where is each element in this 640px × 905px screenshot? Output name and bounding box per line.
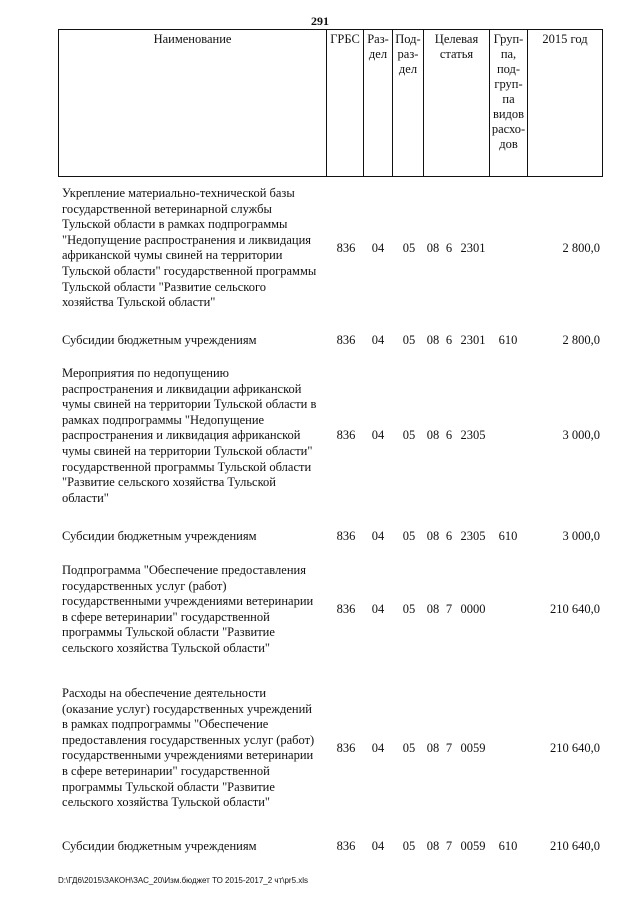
target-article-direction: 2305	[460, 428, 486, 443]
target-article-direction: 0000	[460, 602, 486, 616]
grbs-code: 836	[336, 602, 356, 616]
row-name	[62, 529, 334, 545]
razdel-code: 04	[371, 428, 385, 443]
row-name-line: Укрепление материально-технической базы	[62, 186, 295, 200]
row-name-line: Субсидии бюджетным учреждениям	[62, 333, 257, 347]
expense-type-code: 610	[498, 529, 518, 543]
row-name-line: (оказание услуг) государственных учреждений	[62, 701, 312, 716]
target-article-subprogram: 7	[445, 839, 453, 853]
row-name-line: в рамках подпрограммы "Обеспечение	[62, 717, 269, 732]
razdel-code: 04	[371, 240, 385, 255]
row-name-line: распространения и ликвидация африканской	[62, 428, 301, 443]
row-name-line: Тульской области" государственной программы	[62, 263, 317, 278]
grbs-code: 836	[336, 428, 356, 443]
amount-2015: 210 640,0	[550, 740, 600, 755]
row-name-line: программы Тульской области "Развитие	[62, 625, 275, 640]
target-article-subprogram: 7	[445, 740, 453, 755]
podrazdel-code: 05	[402, 529, 416, 543]
amount-2015: 3 000,0	[562, 428, 600, 443]
file-path-footer: D:\ГД6\2015\ЗАКОН\ЗАС_20\Изм.бюджет ТО 2015-2017_2 чт\pr5.xls	[58, 876, 309, 885]
table-row	[0, 563, 640, 657]
podrazdel-code: 05	[402, 333, 416, 347]
row-name-line: Тульской области "Развитие сельского	[62, 279, 267, 294]
row-name	[62, 686, 334, 811]
row-name-line: в сфере ветеринарии" государственной	[62, 763, 270, 778]
podrazdel-code: 05	[402, 240, 416, 255]
row-name-line: африканской чумы свиней на территории	[62, 248, 283, 263]
header-razdel: Раз- дел	[363, 29, 392, 177]
target-article-program: 08	[426, 740, 440, 755]
row-name-line: хозяйства Тульской области"	[62, 295, 216, 310]
expense-type-code: 610	[498, 333, 518, 347]
row-name-line: программы Тульской области "Развитие	[62, 779, 275, 794]
target-article-subprogram: 6	[445, 333, 453, 347]
row-name-line: государственными учреждениями ветеринарии	[62, 748, 314, 763]
row-name-line: Тульской области в рамках подпрограммы	[62, 217, 288, 232]
podrazdel-code: 05	[402, 740, 416, 755]
target-article-subprogram: 6	[445, 529, 453, 543]
header-name: Наименование	[58, 29, 326, 177]
target-article-direction: 2301	[460, 240, 486, 255]
target-article-subprogram: 6	[445, 428, 453, 443]
table-row	[0, 686, 640, 811]
row-name-line: "Развитие сельского хозяйства Тульской	[62, 475, 276, 490]
grbs-code: 836	[336, 240, 356, 255]
row-name-line: предоставления государственных услуг (работ)	[62, 732, 315, 747]
amount-2015: 210 640,0	[550, 839, 600, 853]
row-name-line: чумы свиней на территории Тульской области"	[62, 443, 313, 458]
header-podrazdel: Под- раз- дел	[392, 29, 423, 177]
razdel-code: 04	[371, 529, 385, 543]
expense-type-code: 610	[498, 839, 518, 853]
target-article-direction: 0059	[460, 839, 486, 853]
row-name-line: государственной программы Тульской области	[62, 459, 312, 474]
target-article-program: 08	[426, 333, 440, 347]
row-name-line: распространения и ликвидации африканской	[62, 381, 302, 396]
row-name-line: Мероприятия по недопущению	[62, 366, 229, 380]
row-name	[62, 333, 334, 349]
grbs-code: 836	[336, 839, 356, 853]
table-row	[0, 366, 640, 506]
target-article-direction: 0059	[460, 740, 486, 755]
podrazdel-code: 05	[402, 428, 416, 443]
row-name-line: государственной ветеринарной службы	[62, 201, 272, 216]
row-name-line: Расходы на обеспечение деятельности	[62, 686, 267, 700]
row-name	[62, 186, 334, 311]
header-grbs: ГРБС	[326, 29, 363, 177]
target-article-subprogram: 7	[445, 602, 453, 616]
row-name	[62, 839, 334, 855]
header-target-article: Целевая статья	[423, 29, 489, 177]
header-year: 2015 год	[527, 29, 603, 177]
amount-2015: 3 000,0	[562, 529, 600, 543]
row-name-line: государственными учреждениями ветеринарии	[62, 594, 314, 609]
target-article-subprogram: 6	[445, 240, 453, 255]
target-article-program: 08	[426, 240, 440, 255]
razdel-code: 04	[371, 839, 385, 853]
razdel-code: 04	[371, 333, 385, 347]
amount-2015: 2 800,0	[562, 333, 600, 347]
row-name-line: в сфере ветеринарии" государственной	[62, 609, 270, 624]
row-name-line: области"	[62, 490, 109, 505]
row-name	[62, 366, 334, 506]
row-name-line: Субсидии бюджетным учреждениям	[62, 529, 257, 543]
row-name-line: государственных услуг (работ)	[62, 578, 227, 593]
grbs-code: 836	[336, 529, 356, 543]
razdel-code: 04	[371, 602, 385, 616]
target-article-program: 08	[426, 529, 440, 543]
amount-2015: 210 640,0	[550, 602, 600, 616]
page-number: 291	[311, 14, 329, 28]
podrazdel-code: 05	[402, 839, 416, 853]
header-expense-type: Груп- па, под- груп- па видов расхо- дов	[489, 29, 527, 177]
row-name-line: сельского хозяйства Тульской области"	[62, 640, 271, 655]
target-article-direction: 2305	[460, 529, 486, 543]
row-name-line: сельского хозяйства Тульской области"	[62, 795, 271, 810]
target-article-direction: 2301	[460, 333, 486, 347]
podrazdel-code: 05	[402, 602, 416, 616]
target-article-program: 08	[426, 428, 440, 443]
amount-2015: 2 800,0	[562, 240, 600, 255]
table-row	[0, 186, 640, 311]
row-name-line: рамках подпрограммы "Недопущение	[62, 412, 265, 427]
table-row	[0, 333, 640, 349]
row-name-line: чумы свиней на территории Тульской области в	[62, 397, 317, 412]
target-article-program: 08	[426, 602, 440, 616]
target-article-program: 08	[426, 839, 440, 853]
row-name-line: Субсидии бюджетным учреждениям	[62, 839, 257, 853]
grbs-code: 836	[336, 333, 356, 347]
row-name-line: "Недопущение распространения и ликвидация	[62, 232, 312, 247]
row-name-line: Подпрограмма "Обеспечение предоставления	[62, 563, 306, 577]
table-row	[0, 529, 640, 545]
razdel-code: 04	[371, 740, 385, 755]
table-row	[0, 839, 640, 855]
row-name	[62, 563, 334, 657]
grbs-code: 836	[336, 740, 356, 755]
